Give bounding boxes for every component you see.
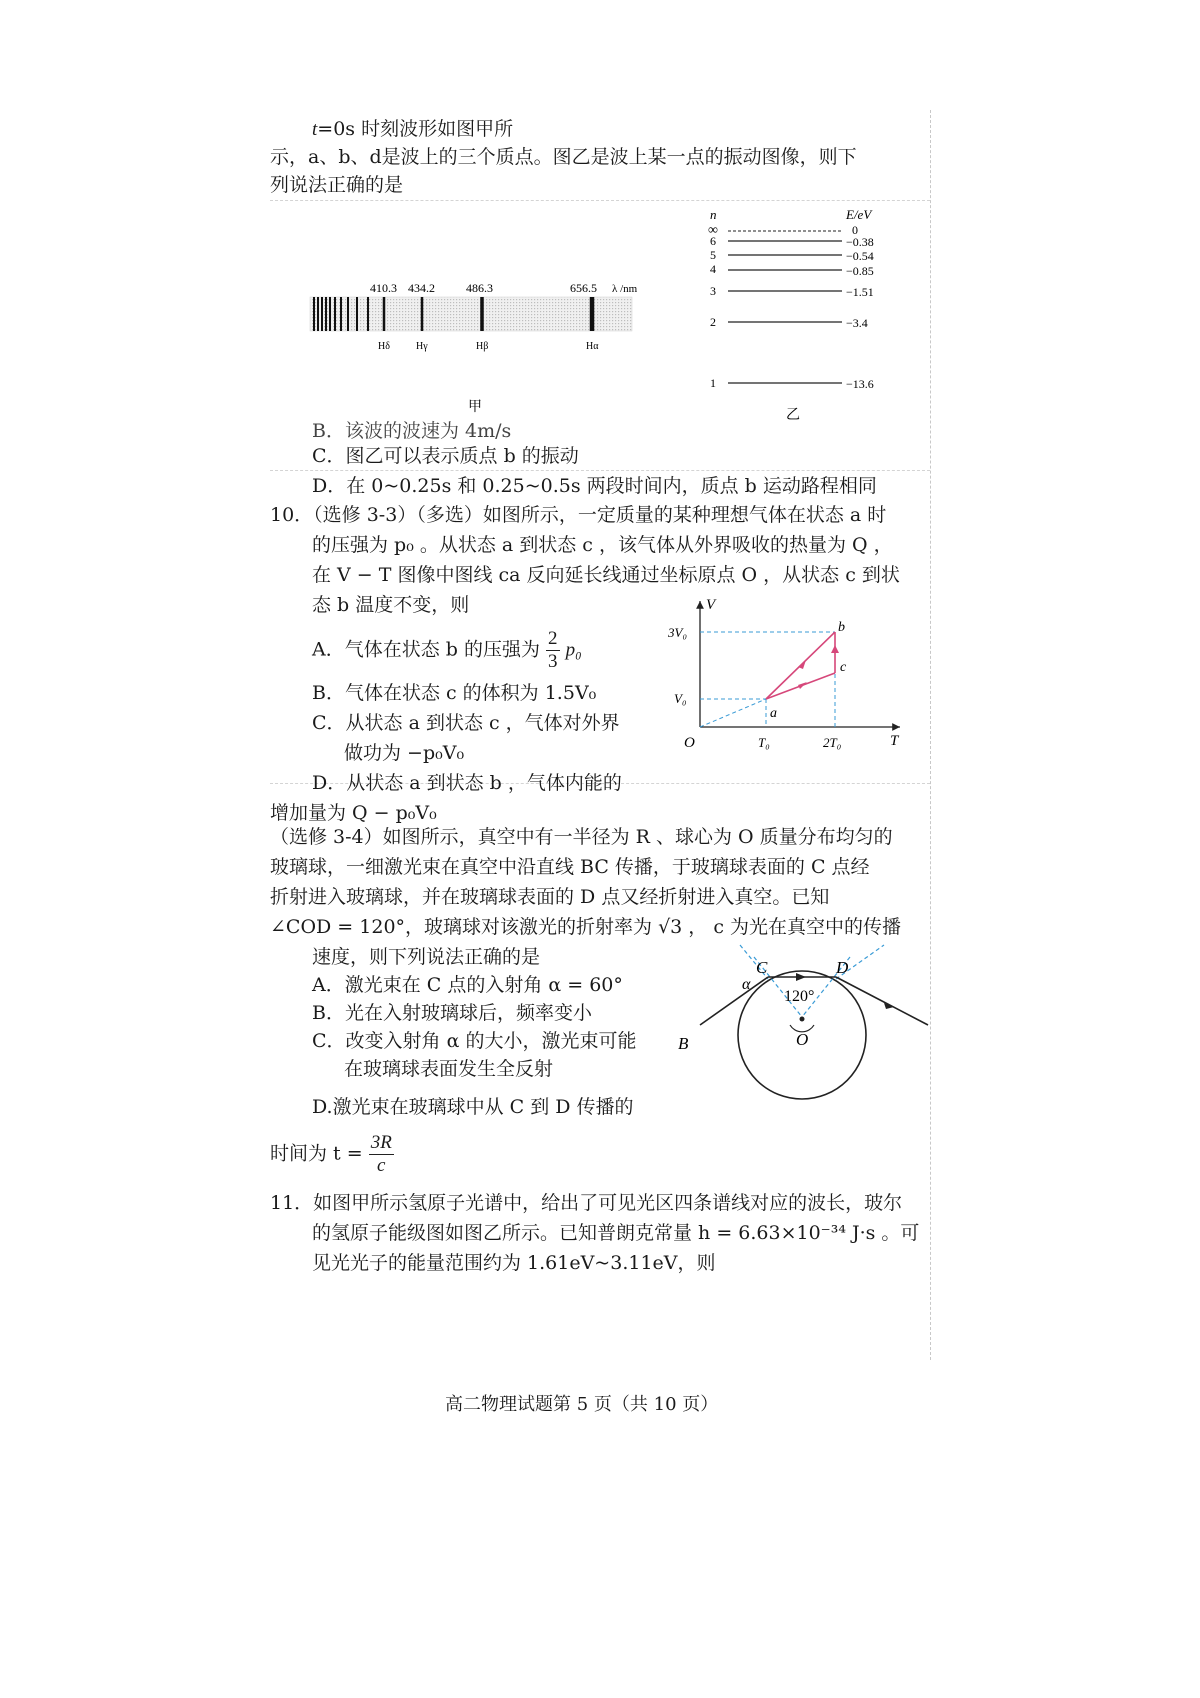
vt-graph: [670, 595, 910, 755]
q10-option-c-line1: C．从状态 a 到状态 c ，气体对外界: [312, 712, 620, 734]
q34-option-d-line2: 时间为 t = $\frac{3R}{c}$: [270, 1132, 392, 1176]
q11-line1: 11．如图甲所示氢原子光谱中，给出了可见光区四条谱线对应的波长，玻尔: [270, 1192, 903, 1214]
level-n: ∞: [708, 223, 718, 238]
hydrogen-spectrum-figure: [300, 275, 660, 415]
wavelength-label: 434.2: [408, 281, 435, 295]
q34-line4: ∠COD = 120°，玻璃球对该激光的折射率为 √3 ， c 为光在真空中的传播: [270, 916, 902, 938]
level-e: −3.4: [846, 316, 868, 330]
q34-option-c-line2: 在玻璃球表面发生全反射: [344, 1058, 554, 1080]
point-b-label: B: [678, 1034, 689, 1053]
level-n: 1: [710, 376, 716, 390]
separator-q9: [270, 470, 930, 471]
q34-line1: （选修 3-4）如图所示，真空中有一半径为 R 、球心为 O 质量分布均匀的: [270, 826, 893, 848]
q34-option-d-line1: D.激光束在玻璃球中从 C 到 D 传播的: [312, 1096, 634, 1118]
level-e: −0.85: [846, 264, 874, 278]
point-d-label: D: [836, 958, 849, 977]
tick-3v0: 3V₀: [668, 625, 687, 640]
wavelength-label: 486.3: [466, 281, 493, 295]
level-e: −0.38: [846, 235, 874, 249]
page-footer: 高二物理试题第 5 页（共 10 页）: [445, 1394, 719, 1415]
q10-option-d-line1: D．从状态 a 到状态 b ，气体内能的: [312, 772, 622, 794]
level-e: −13.6: [846, 377, 874, 391]
q10-line4: 态 b 温度不变，则: [312, 594, 470, 616]
angle-label: 120°: [784, 988, 815, 1005]
n-axis-label: n: [710, 207, 717, 222]
line-name: Hδ: [378, 341, 390, 352]
q9-option-b: B．该波的波速为 4m/s: [312, 420, 512, 442]
level-n: 5: [710, 248, 716, 262]
q34-option-b: B．光在入射玻璃球后，频率变小: [312, 1002, 592, 1024]
q34-line2: 玻璃球，一细激光束在真空中沿直线 BC 传播，于玻璃球表面的 C 点经: [270, 856, 870, 878]
q9-line2: 示，a、b、d是波上的三个质点。图乙是波上某一点的振动图像，则下: [270, 146, 857, 168]
level-n: 4: [710, 262, 716, 276]
q10-line3: 在 V − T 图像中图线 ca 反向延长线通过坐标原点 O ，从状态 c 到状: [312, 564, 900, 586]
level-n: 3: [710, 284, 716, 298]
level-e: 0: [852, 223, 858, 237]
margin-guide-right: [930, 110, 931, 1360]
q34-option-a: A．激光束在 C 点的入射角 α = 60°: [312, 974, 623, 996]
separator-top: [270, 200, 930, 201]
point-b: b: [838, 620, 845, 635]
line-name: Hβ: [476, 341, 489, 352]
line-name: Hα: [586, 341, 599, 352]
point-c-label: C: [756, 958, 768, 977]
q34-line3: 折射进入玻璃球，并在玻璃球表面的 D 点又经折射进入真空。已知: [270, 886, 830, 908]
q9-line1: t=0s 时刻波形如图甲所: [312, 118, 514, 140]
level-n: 6: [710, 234, 716, 248]
line-name: Hγ: [416, 341, 428, 352]
q10-option-a: A．气体在状态 b 的压强为 $\frac{2}{3}$ p₀: [312, 628, 582, 672]
level-e: −0.54: [846, 249, 874, 263]
q10-line1: 10．（选修 3-3）（多选）如图所示，一定质量的某种理想气体在状态 a 时: [270, 504, 887, 526]
glass-sphere-figure: [670, 945, 940, 1115]
q9-option-d: D．在 0~0.25s 和 0.25~0.5s 两段时间内，质点 b 运动路程相同: [312, 475, 877, 497]
alpha-label: α: [742, 976, 751, 993]
tick-2t0: 2T₀: [823, 735, 842, 750]
q10-line2: 的压强为 p₀ 。从状态 a 到状态 c ，该气体从外界吸收的热量为 Q ，: [312, 534, 893, 556]
level-e: −1.51: [846, 285, 874, 299]
fraction: $\frac{3R}{c}$: [370, 1132, 392, 1176]
q34-line5: 速度，则下列说法正确的是: [312, 946, 541, 968]
figure-caption-yi: 乙: [786, 408, 800, 423]
q34-option-c-line1: C．改变入射角 α 的大小，激光束可能: [312, 1030, 637, 1052]
q10-option-d-line2: 增加量为 Q − p₀V₀: [270, 802, 437, 824]
energy-level-diagram: [700, 205, 900, 425]
tick-v0: V₀: [674, 691, 687, 706]
q11-line3: 见光光子的能量范围约为 1.61eV~3.11eV，则: [312, 1252, 716, 1274]
wavelength-label: 410.3: [370, 281, 397, 295]
origin-label: O: [684, 735, 695, 751]
wavelength-label: 656.5: [570, 281, 597, 295]
q10-option-b: B．气体在状态 c 的体积为 1.5V₀: [312, 682, 597, 704]
point-c: c: [840, 660, 847, 675]
wavelength-unit: λ /nm: [612, 283, 638, 295]
figure-caption-jia: 甲: [468, 400, 482, 415]
q10-option-c-line2: 做功为 −p₀V₀: [344, 742, 465, 764]
q9-line3: 列说法正确的是: [270, 174, 404, 196]
center-o-label: O: [796, 1030, 809, 1049]
fraction: $\frac{2}{3}$: [548, 628, 558, 672]
energy-axis-label: E/eV: [846, 207, 872, 222]
q9-option-c: C．图乙可以表示质点 b 的振动: [312, 445, 579, 467]
point-a: a: [770, 706, 777, 721]
tick-t0: T₀: [758, 735, 770, 750]
q11-line2: 的氢原子能级图如图乙所示。已知普朗克常量 h = 6.63×10⁻³⁴ J·s 。可: [312, 1222, 920, 1244]
level-n: 2: [710, 315, 716, 329]
t-axis-label: T: [890, 733, 899, 749]
v-axis-label: V: [706, 597, 716, 613]
